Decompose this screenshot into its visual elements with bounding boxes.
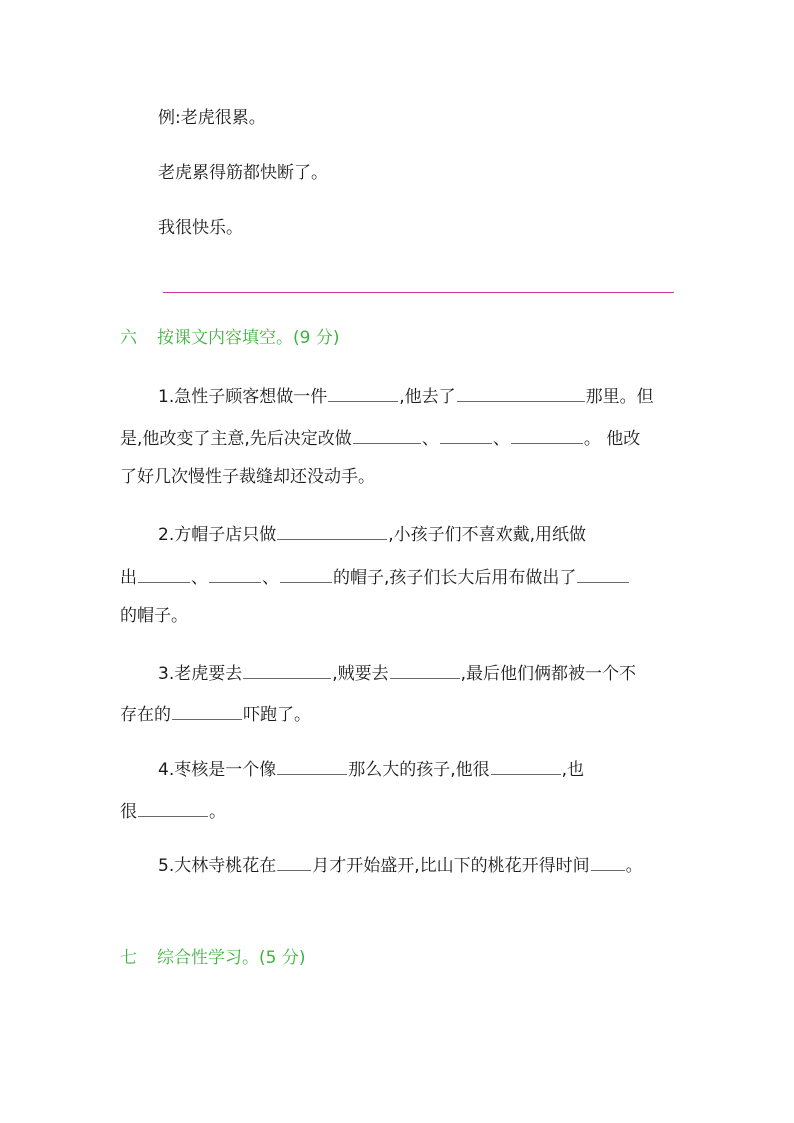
q1-blank-1[interactable] — [328, 382, 398, 402]
section-7-number: 七 — [120, 948, 137, 968]
q2-line-3: 的帽子。 — [120, 606, 188, 626]
q3-blank-1[interactable] — [243, 659, 331, 679]
q1-line-1: 1.急性子顾客想做一件 ,他去了 那里。但 — [158, 382, 654, 409]
q2-blank-1[interactable] — [277, 520, 387, 540]
q5-blank-1[interactable] — [277, 851, 311, 871]
q4-blank-3[interactable] — [138, 797, 208, 817]
q2-blank-2[interactable] — [138, 563, 190, 583]
answer-line[interactable] — [163, 292, 674, 293]
q2-blank-4[interactable] — [280, 563, 332, 583]
q1-line-2: 是,他改变了主意,先后决定改做 、 、 。 他改 — [120, 424, 640, 451]
q1-blank-3[interactable] — [353, 424, 421, 444]
example-answer: 老虎累得筋都快断了。 — [158, 163, 328, 183]
q4-blank-1[interactable] — [277, 755, 347, 775]
q2-line-1: 2.方帽子店只做 ,小孩子们不喜欢戴,用纸做 — [158, 520, 586, 547]
section-7-heading — [120, 946, 305, 970]
section-6-heading — [120, 326, 339, 350]
example-label: 例:老虎很累。 — [158, 108, 266, 128]
section-6-title: 按课文内容填空。(9 分) — [157, 328, 340, 348]
section-6-number: 六 — [120, 328, 137, 348]
q5-blank-2[interactable] — [591, 851, 625, 871]
q1-blank-5[interactable] — [511, 424, 583, 444]
section-7-title: 综合性学习。(5 分) — [157, 948, 306, 968]
q3-blank-3[interactable] — [172, 700, 242, 720]
q3-blank-2[interactable] — [390, 659, 460, 679]
example-prompt: 我很快乐。 — [158, 218, 243, 238]
q4-line-1: 4.枣核是一个像 那么大的孩子,他很 ,也 — [158, 755, 584, 782]
q4-line-2: 很 。 — [120, 797, 226, 824]
q2-line-2: 出 、 、 的帽子,孩子们长大后用布做出了 — [120, 563, 630, 590]
q1-line-3: 了好几次慢性子裁缝却还没动手。 — [120, 467, 375, 487]
q1-blank-2[interactable] — [457, 382, 585, 402]
q3-line-2: 存在的 吓跑了。 — [120, 700, 311, 727]
q4-blank-2[interactable] — [491, 755, 561, 775]
q2-blank-3[interactable] — [209, 563, 261, 583]
q2-blank-5[interactable] — [577, 563, 629, 583]
q5-line-1: 5.大林寺桃花在 月才开始盛开,比山下的桃花开得时间 。 — [158, 851, 643, 878]
q3-line-1: 3.老虎要去 ,贼要去 ,最后他们俩都被一个不 — [158, 659, 636, 686]
q1-blank-4[interactable] — [440, 424, 492, 444]
